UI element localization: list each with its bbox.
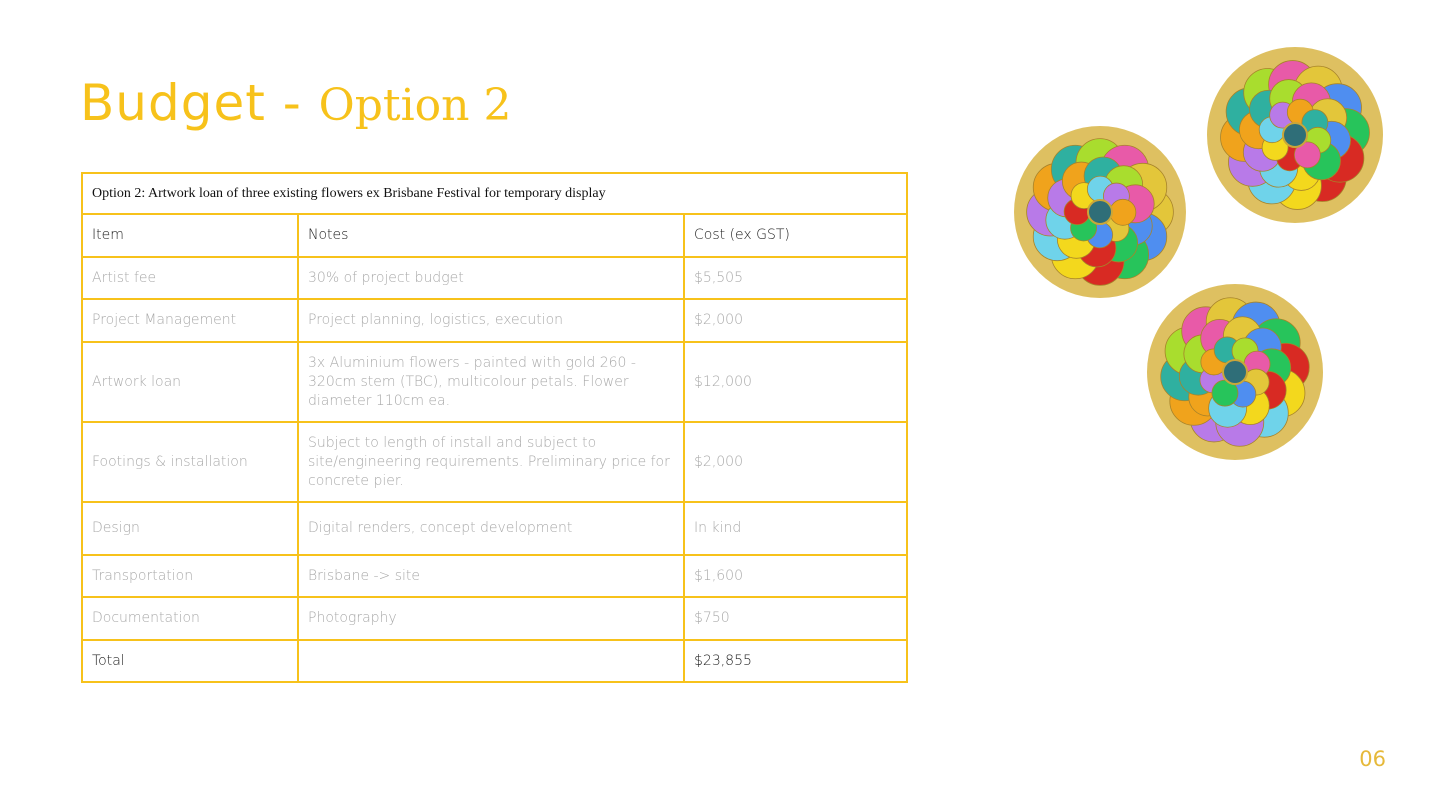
row-notes: Brisbane -> site xyxy=(298,555,684,597)
header-notes: Notes xyxy=(298,214,684,257)
row-notes: Project planning, logistics, execution xyxy=(298,299,684,342)
flower-3 xyxy=(1147,284,1323,460)
flower-2 xyxy=(1207,47,1383,223)
row-cost: $5,505 xyxy=(684,257,907,299)
row-item: Artwork loan xyxy=(82,342,298,422)
table-row xyxy=(82,555,907,597)
row-notes: 30% of project budget xyxy=(298,257,684,299)
table-caption: Option 2: Artwork loan of three existing flowers ex Brisbane Festival for temporary display xyxy=(82,173,907,214)
row-item: Transportation xyxy=(82,555,298,597)
row-notes: Digital renders, concept development xyxy=(298,502,684,555)
flower-illustration xyxy=(1005,30,1405,470)
flower-1 xyxy=(1014,126,1186,298)
page-title xyxy=(80,74,511,132)
row-item: Documentation xyxy=(82,597,298,640)
total-row xyxy=(82,640,907,682)
header-cost: Cost (ex GST) xyxy=(684,214,907,257)
caption-row xyxy=(82,173,907,214)
table-row xyxy=(82,502,907,555)
total-cost: $23,855 xyxy=(684,640,907,682)
total-notes xyxy=(298,640,684,682)
row-item: Project Management xyxy=(82,299,298,342)
table-row xyxy=(82,342,907,422)
header-item: Item xyxy=(82,214,298,257)
table-row xyxy=(82,257,907,299)
row-cost: $2,000 xyxy=(684,422,907,502)
title-budget: Budget - xyxy=(80,74,319,132)
page-number: 06 xyxy=(1359,747,1386,771)
table-row xyxy=(82,597,907,640)
row-cost: $2,000 xyxy=(684,299,907,342)
row-cost: $1,600 xyxy=(684,555,907,597)
row-item: Footings & installation xyxy=(82,422,298,502)
table-row xyxy=(82,422,907,502)
row-cost: In kind xyxy=(684,502,907,555)
row-cost: $12,000 xyxy=(684,342,907,422)
row-item: Design xyxy=(82,502,298,555)
budget-table xyxy=(81,172,908,683)
row-cost: $750 xyxy=(684,597,907,640)
row-notes: Photography xyxy=(298,597,684,640)
row-item: Artist fee xyxy=(82,257,298,299)
row-notes: Subject to length of install and subject to site/engineering requirements. Preliminary price for concrete pier. xyxy=(298,422,684,502)
table-row xyxy=(82,299,907,342)
total-label: Total xyxy=(82,640,298,682)
row-notes: 3x Aluminium flowers - painted with gold 260 - 320cm stem (TBC), multicolour petals. Flower diameter 110cm ea. xyxy=(298,342,684,422)
header-row xyxy=(82,214,907,257)
title-option: Option 2 xyxy=(318,80,512,131)
